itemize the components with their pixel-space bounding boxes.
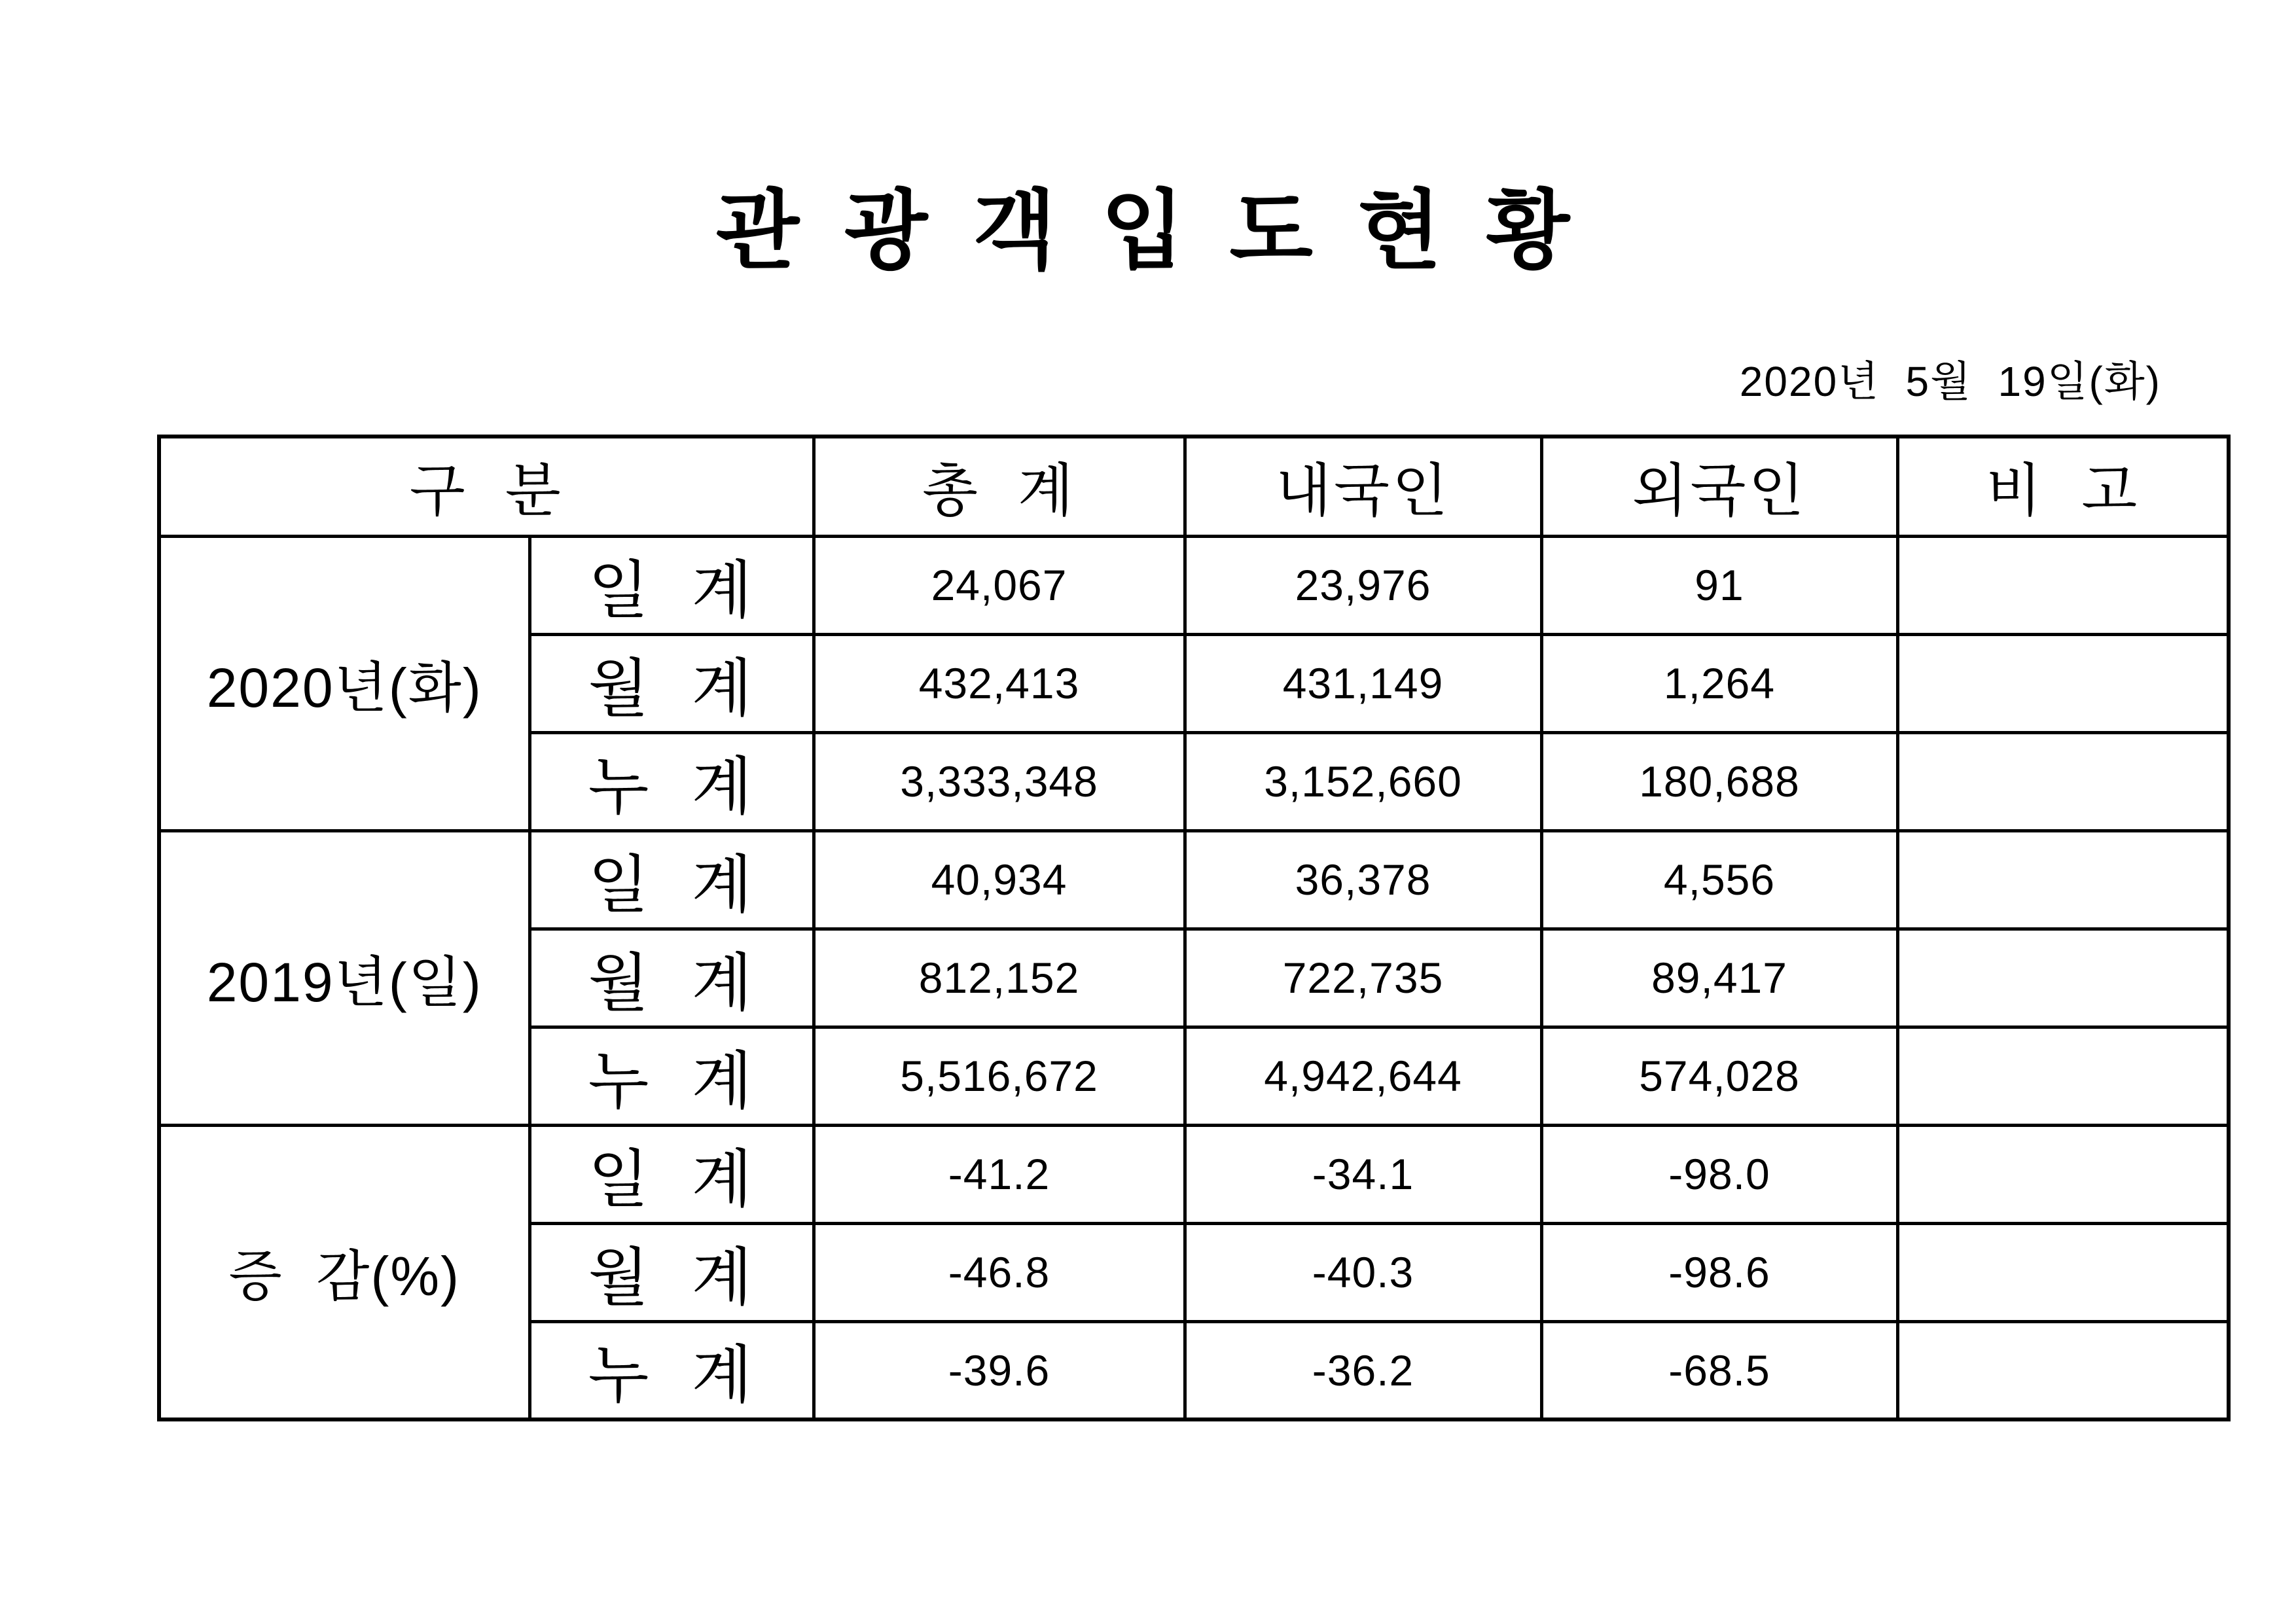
cell-note — [1897, 536, 2229, 634]
row-label-cumulative: 누 계 — [529, 732, 814, 830]
row-label-monthly: 월 계 — [529, 634, 814, 732]
table-row-2019-daily — [159, 830, 2229, 929]
cell-domestic: 4,942,644 — [1185, 1027, 1541, 1125]
row-label-cumulative: 누 계 — [529, 1027, 814, 1125]
group-label-2019: 2019년(일) — [159, 830, 529, 1125]
report-date: 2020년 5월 19일(화) — [1739, 358, 2161, 405]
cell-note — [1897, 1321, 2229, 1419]
cell-note — [1897, 634, 2229, 732]
row-label-daily: 일 계 — [529, 1125, 814, 1223]
tourist-arrivals-table — [157, 435, 2231, 1421]
row-label-cumulative: 누 계 — [529, 1321, 814, 1419]
row-label-daily: 일 계 — [529, 536, 814, 634]
table-row-2020-daily — [159, 536, 2229, 634]
cell-domestic: 36,378 — [1185, 830, 1541, 929]
cell-note — [1897, 929, 2229, 1027]
cell-foreign: 91 — [1541, 536, 1897, 634]
cell-note — [1897, 1125, 2229, 1223]
page-title: 관 광 객 입 도 현 황 — [715, 183, 1581, 279]
header-foreign: 외국인 — [1541, 437, 1897, 536]
cell-foreign: -98.6 — [1541, 1223, 1897, 1321]
cell-total: 24,067 — [814, 536, 1185, 634]
cell-foreign: 4,556 — [1541, 830, 1897, 929]
cell-foreign: 180,688 — [1541, 732, 1897, 830]
header-row — [159, 437, 2229, 536]
cell-foreign: 574,028 — [1541, 1027, 1897, 1125]
cell-total: 812,152 — [814, 929, 1185, 1027]
header-total: 총 계 — [814, 437, 1185, 536]
cell-note — [1897, 732, 2229, 830]
cell-total: 3,333,348 — [814, 732, 1185, 830]
cell-domestic: 431,149 — [1185, 634, 1541, 732]
row-label-monthly: 월 계 — [529, 929, 814, 1027]
cell-domestic: 722,735 — [1185, 929, 1541, 1027]
row-label-monthly: 월 계 — [529, 1223, 814, 1321]
cell-total: -46.8 — [814, 1223, 1185, 1321]
header-note: 비 고 — [1897, 437, 2229, 536]
cell-total: 432,413 — [814, 634, 1185, 732]
cell-note — [1897, 830, 2229, 929]
cell-total: -41.2 — [814, 1125, 1185, 1223]
cell-domestic: -34.1 — [1185, 1125, 1541, 1223]
group-label-2020: 2020년(화) — [159, 536, 529, 830]
cell-total: 40,934 — [814, 830, 1185, 929]
cell-foreign: -68.5 — [1541, 1321, 1897, 1419]
header-domestic: 내국인 — [1185, 437, 1541, 536]
cell-total: -39.6 — [814, 1321, 1185, 1419]
cell-domestic: -40.3 — [1185, 1223, 1541, 1321]
cell-domestic: 3,152,660 — [1185, 732, 1541, 830]
cell-domestic: -36.2 — [1185, 1321, 1541, 1419]
table-row-change-daily — [159, 1125, 2229, 1223]
cell-note — [1897, 1027, 2229, 1125]
group-label-change: 증 감(%) — [159, 1125, 529, 1419]
cell-note — [1897, 1223, 2229, 1321]
cell-domestic: 23,976 — [1185, 536, 1541, 634]
cell-foreign: 89,417 — [1541, 929, 1897, 1027]
cell-foreign: -98.0 — [1541, 1125, 1897, 1223]
row-label-daily: 일 계 — [529, 830, 814, 929]
cell-foreign: 1,264 — [1541, 634, 1897, 732]
cell-total: 5,516,672 — [814, 1027, 1185, 1125]
header-category: 구 분 — [159, 437, 814, 536]
